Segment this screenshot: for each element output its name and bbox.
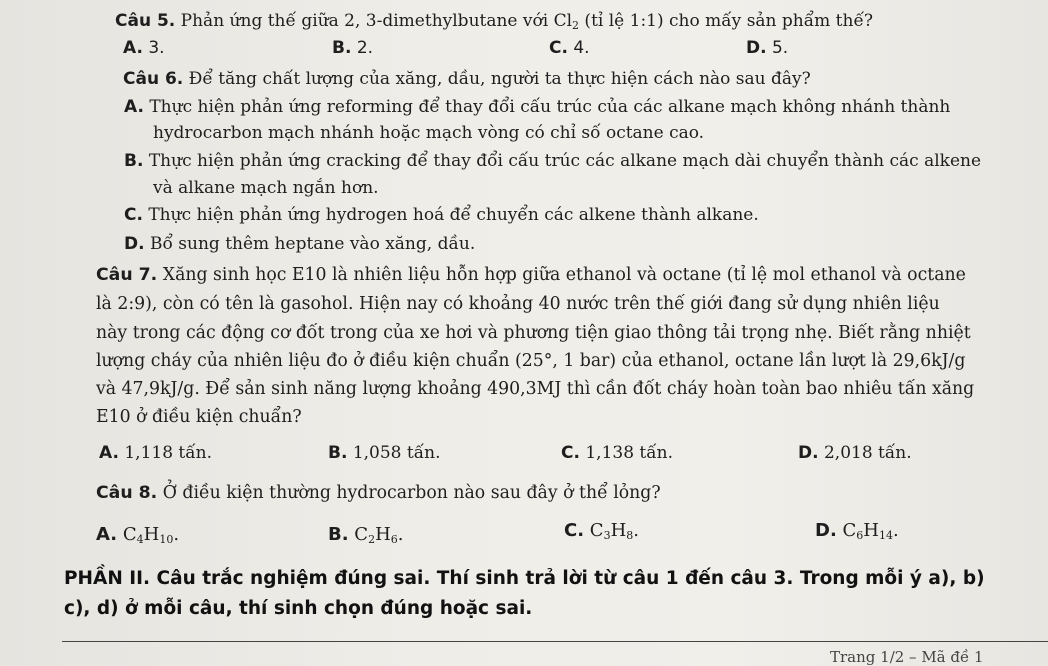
option-text: 2. [356, 38, 374, 58]
formula-c2h6 [354, 524, 403, 545]
option-text: 5. [771, 38, 789, 58]
question-8-text: Ở điều kiện thường hydrocarbon nào sau đây ở thể lỏng? [162, 483, 661, 503]
question-7-line-3: này trong các động cơ đốt trong của xe hơi và phương tiện giao thông tải trọng nhẹ. Biết rằng nhiệt [96, 323, 971, 343]
question-8-option-c[interactable] [564, 520, 639, 542]
formula-end: . [173, 524, 180, 545]
option-text: Thực hiện phản ứng reforming để thay đổi cấu trúc của các alkane mạch không nhánh thành [149, 97, 951, 117]
formula-c3h8 [590, 520, 639, 541]
question-8-option-a[interactable] [96, 524, 179, 546]
divider [62, 641, 1048, 642]
question-6-text: Để tăng chất lượng của xăng, dầu, người ta thực hiện cách nào sau đây? [188, 69, 811, 89]
formula-end: . [397, 524, 404, 545]
formula-c-count: 3 [603, 529, 611, 542]
formula-c: C [122, 524, 137, 545]
question-7-option-a[interactable] [99, 442, 212, 464]
option-letter: C. [561, 443, 580, 463]
formula-c6h14 [843, 520, 899, 541]
formula-end: . [633, 520, 640, 541]
question-8-stem [96, 482, 661, 504]
question-5-option-d[interactable] [746, 37, 788, 59]
option-letter: A. [123, 38, 143, 58]
option-letter: B. [328, 443, 348, 463]
option-text: 4. [573, 38, 590, 58]
question-7-line-2: là 2:9), còn có tên là gasohol. Hiện nay có khoảng 40 nước trên thế giới đang sử dụng nhiên liệu [96, 294, 940, 314]
question-8-option-d[interactable] [815, 520, 899, 542]
question-7-number: Câu 7. [96, 265, 158, 285]
part-2-heading-line-2: c), d) ở mỗi câu, thí sinh chọn đúng hoặc sai. [64, 598, 533, 619]
formula-h-count: 8 [626, 529, 634, 542]
page-footer: Trang 1/2 – Mã đề 1 [830, 648, 984, 666]
question-7-line-4: lượng cháy của nhiên liệu đo ở điều kiện chuẩn (25°, 1 bar) của ethanol, octane lần lượt là 29,6kJ/g [96, 351, 966, 371]
option-text: 1,058 tấn. [352, 443, 441, 463]
option-text: Thực hiện phản ứng cracking để thay đổi cấu trúc các alkane mạch dài chuyển thành các alkene [148, 151, 982, 171]
question-7-option-c[interactable] [561, 442, 673, 464]
option-letter: A. [124, 97, 144, 117]
option-text: 1,138 tấn. [585, 443, 674, 463]
option-letter: D. [746, 38, 767, 58]
question-5-option-a[interactable] [123, 37, 165, 59]
question-5-number: Câu 5. [115, 11, 176, 31]
option-letter: B. [332, 38, 352, 58]
question-5-stem [115, 10, 873, 32]
question-5-subscript: 2 [572, 19, 580, 32]
formula-h-count: 10 [159, 533, 174, 546]
option-letter: C. [549, 38, 568, 58]
option-letter: D. [798, 443, 819, 463]
option-letter: D. [815, 520, 837, 541]
formula-c-count: 4 [136, 533, 144, 546]
formula-c-count: 6 [856, 529, 864, 542]
option-letter: D. [124, 234, 145, 254]
formula-end: . [893, 520, 899, 541]
question-6-stem [123, 68, 811, 90]
question-6-option-a[interactable] [124, 96, 950, 118]
formula-c4h10 [123, 524, 179, 545]
formula-h: H [143, 524, 160, 545]
part-2-heading-line-1: PHẦN II. Câu trắc nghiệm đúng sai. Thí sinh trả lời từ câu 1 đến câu 3. Trong mỗi ý a), b) [64, 568, 985, 589]
formula-h-count: 14 [879, 529, 893, 542]
question-7-line-6: E10 ở điều kiện chuẩn? [96, 407, 302, 427]
question-7-option-b[interactable] [328, 442, 441, 464]
question-6-option-c[interactable] [124, 204, 759, 226]
option-letter: C. [564, 520, 585, 541]
option-text: Bổ sung thêm heptane vào xăng, dầu. [149, 234, 476, 254]
formula-c: C [589, 520, 604, 541]
formula-h: H [375, 524, 391, 545]
question-6-option-b-cont: và alkane mạch ngắn hơn. [153, 178, 379, 198]
question-5-text-a: Phản ứng thế giữa 2, 3-dimethylbutane với Cl [180, 11, 573, 31]
question-5-option-b[interactable] [332, 37, 373, 59]
option-letter: A. [96, 524, 118, 545]
question-8-option-b[interactable] [328, 524, 404, 546]
option-text: 1,118 tấn. [124, 443, 213, 463]
formula-c-count: 2 [368, 533, 376, 546]
question-5-text [181, 11, 873, 31]
option-letter: A. [99, 443, 119, 463]
question-7-option-d[interactable] [798, 442, 912, 464]
option-letter: B. [328, 524, 349, 545]
question-5-text-b: (tỉ lệ 1:1) cho mấy sản phẩm thế? [579, 11, 874, 31]
question-6-option-d[interactable] [124, 233, 475, 255]
formula-h: H [610, 520, 627, 541]
option-text: 3. [148, 38, 165, 58]
option-letter: C. [124, 205, 143, 225]
option-letter: B. [124, 151, 144, 171]
formula-h-count: 6 [390, 533, 398, 546]
question-5-option-c[interactable] [549, 37, 590, 59]
question-8-number: Câu 8. [96, 483, 158, 503]
formula-h: H [863, 520, 879, 541]
option-text: Thực hiện phản ứng hydrogen hoá để chuyển các alkene thành alkane. [148, 205, 759, 225]
question-7-text: Xăng sinh học E10 là nhiên liệu hỗn hợp giữa ethanol và octane (tỉ lệ mol ethanol và octane [162, 265, 966, 285]
question-7-line-5: và 47,9kJ/g. Để sản sinh năng lượng khoảng 490,3MJ thì cần đốt cháy hoàn toàn bao nhiêu tấn xăng [96, 379, 975, 399]
formula-c: C [354, 524, 369, 545]
question-6-option-b[interactable] [124, 150, 981, 172]
question-6-number: Câu 6. [123, 69, 184, 89]
option-text: 2,018 tấn. [823, 443, 912, 463]
question-6-option-a-cont: hydrocarbon mạch nhánh hoặc mạch vòng có chỉ số octane cao. [153, 123, 705, 143]
question-7-line-1 [96, 264, 966, 286]
formula-c: C [842, 520, 857, 541]
